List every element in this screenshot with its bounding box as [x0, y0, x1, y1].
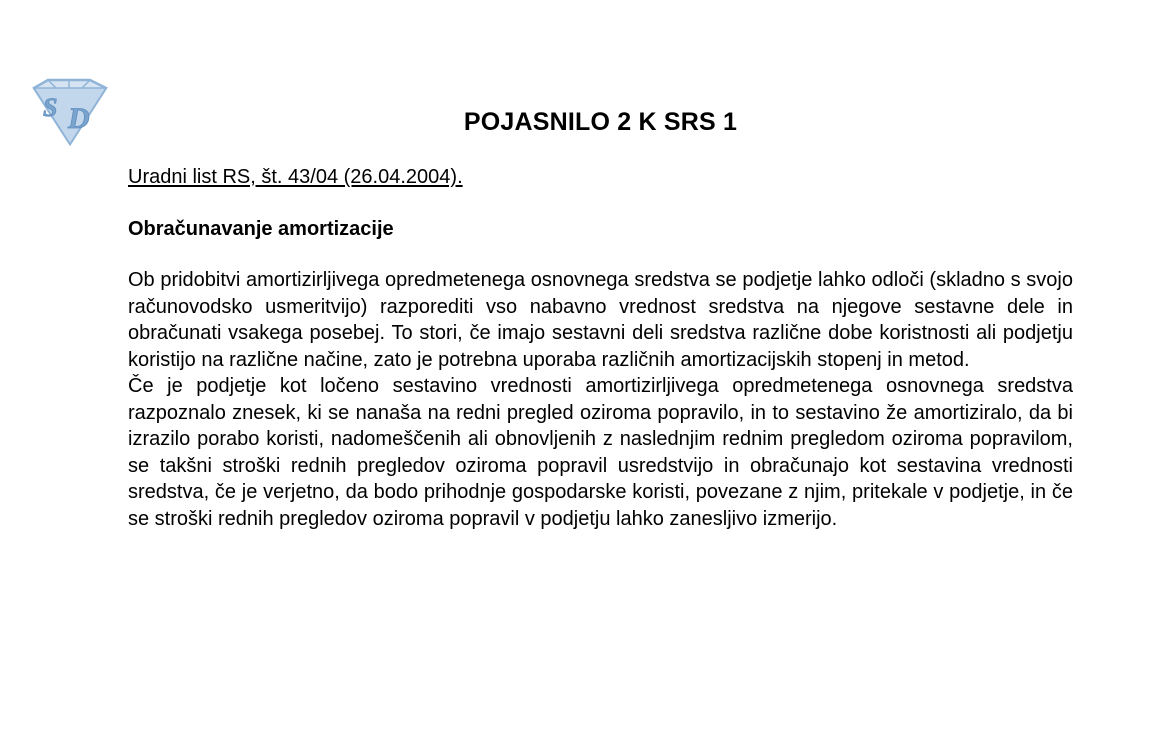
- section-heading: Obračunavanje amortizacije: [128, 218, 394, 240]
- source-reference: Uradni list RS, št. 43/04 (26.04.2004).: [128, 166, 463, 188]
- paragraph: Če je podjetje kot ločeno sestavino vrednosti amortizirljivega opredmetenega osnovnega sredstva razpoznalo znesek, ki se nanaša na redni pregled oziroma popravilo, in to sestavino že amortiziralo, da bi izrazilo porabo koristi, nadomeščenih ali obnovljenih z naslednjim rednim pregledom oziroma popravilom, se takšni stroški rednih pregledov oziroma popravil usredstvijo in obračunajo kot sestavina vrednosti sredstva, če je verjetno, da bodo prihodnje gospodarske koristi, povezane z njim, pritekale v podjetje, in če se stroški rednih pregledov oziroma popravil v podjetju lahko zanesljivo izmerijo.: [128, 375, 1073, 530]
- svg-text:S: S: [43, 93, 58, 122]
- paragraph: Ob pridobitvi amortizirljivega opredmetenega osnovnega sredstva se podjetje lahko odloči (skladno s svojo računovodsko usmeritvijo) razporediti vso nabavno vrednost sredstva na njegove sestavne dele in obračunati vsakega posebej. To stori, če imajo sestavni deli sredstva različne dobe koristnosti ali podjetju koristijo na različne načine, zato je potrebna uporaba različnih amortizacijskih stopenj in metod.: [128, 269, 1073, 371]
- svg-text:D: D: [68, 102, 90, 135]
- page-title: POJASNILO 2 K SRS 1: [463, 108, 738, 136]
- body-text: [128, 267, 1073, 532]
